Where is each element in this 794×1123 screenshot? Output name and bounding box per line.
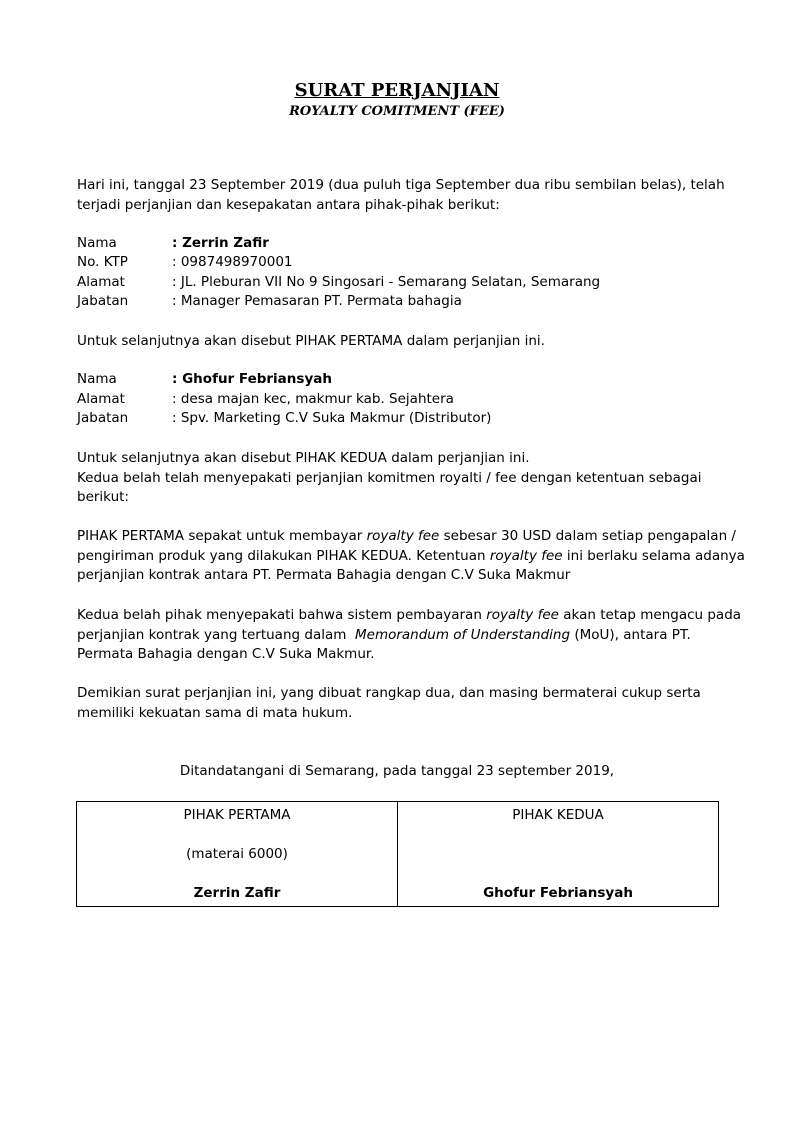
clause-1-line-1: PIHAK PERTAMA sepakat untuk membayar royalty fee sebesar 30 USD dalam setiap pengapalan / bbox=[77, 528, 736, 544]
signature-table bbox=[76, 801, 719, 907]
party1-ktp-value: : 0987498970001 bbox=[172, 254, 293, 270]
agreement-line-1: Kedua belah telah menyepakati perjanjian komitmen royalti / fee dengan ketentuan sebagai bbox=[77, 469, 702, 486]
party2-note-and-agreement bbox=[77, 449, 717, 508]
clause-2-line-3: Permata Bahagia dengan C.V Suka Makmur. bbox=[77, 646, 375, 663]
intro-paragraph bbox=[77, 176, 725, 215]
party2-position-label: Jabatan bbox=[77, 410, 129, 426]
party1-name-value: : Zerrin Zafir bbox=[172, 235, 269, 251]
party1-position-label: Jabatan bbox=[77, 293, 129, 309]
intro-line-1: Hari ini, tanggal 23 September 2019 (dua puluh tiga September dua ribu sembilan belas), telah bbox=[77, 177, 725, 193]
party1-ktp-label: No. KTP bbox=[77, 254, 128, 270]
clause-2-paragraph bbox=[77, 606, 742, 665]
clause-2-line-2: perjanjian kontrak yang tertuang dalam Memorandum of Understanding (MoU), antara PT. bbox=[77, 626, 691, 643]
first-party-heading: PIHAK PERTAMA bbox=[183, 807, 291, 823]
party2-name-value: : Ghofur Febriansyah bbox=[172, 371, 332, 387]
signature-cell-second-party bbox=[398, 802, 719, 907]
party2-name-label: Nama bbox=[77, 371, 117, 387]
party2-address-label: Alamat bbox=[77, 391, 125, 407]
party1-name-label: Nama bbox=[77, 235, 117, 251]
signature-cell-first-party bbox=[77, 802, 398, 907]
first-party-signatory: Zerrin Zafir bbox=[193, 885, 281, 901]
clause-1-line-2: pengiriman produk yang dilakukan PIHAK KEDUA. Ketentuan royalty fee ini berlaku selama adanya bbox=[77, 547, 745, 564]
clause-1-paragraph bbox=[77, 527, 745, 586]
party1-position-value: : Manager Pemasaran PT. Permata bahagia bbox=[172, 293, 462, 309]
party1-address-label: Alamat bbox=[77, 274, 125, 290]
clause-2-line-1: Kedua belah pihak menyepakati bahwa sistem pembayaran royalty fee akan tetap mengacu pada bbox=[77, 607, 742, 623]
clause-1-line-3: perjanjian kontrak antara PT. Permata Bahagia dengan C.V Suka Makmur bbox=[77, 567, 571, 584]
closing-line-2: memiliki kekuatan sama di mata hukum. bbox=[77, 704, 353, 721]
second-party-heading: PIHAK KEDUA bbox=[512, 807, 604, 823]
party2-position-value: : Spv. Marketing C.V Suka Makmur (Distributor) bbox=[172, 410, 492, 426]
party1-note bbox=[77, 332, 717, 352]
second-party-signatory: Ghofur Febriansyah bbox=[483, 885, 633, 901]
signing-place-date: Ditandatangani di Semarang, pada tanggal 23 september 2019, bbox=[179, 763, 615, 779]
party2-address-value: : desa majan kec, makmur kab. Sejahtera bbox=[172, 391, 454, 407]
agreement-line-2: berikut: bbox=[77, 489, 129, 506]
document-subtitle: ROYALTY COMITMENT (FEE) bbox=[289, 104, 505, 119]
document-title: SURAT PERJANJIAN bbox=[294, 80, 500, 101]
stamp-duty-note: (materai 6000) bbox=[186, 846, 288, 862]
intro-line-2: terjadi perjanjian dan kesepakatan antara pihak-pihak berikut: bbox=[77, 196, 500, 213]
party2-note-text: Untuk selanjutnya akan disebut PIHAK KEDUA dalam perjanjian ini. bbox=[77, 450, 530, 466]
closing-line-1: Demikian surat perjanjian ini, yang dibuat rangkap dua, dan masing bermaterai cukup serta bbox=[77, 685, 701, 701]
closing-paragraph bbox=[77, 684, 717, 723]
party1-address-value: : JL. Pleburan VII No 9 Singosari - Semarang Selatan, Semarang bbox=[172, 274, 601, 290]
party1-note-text: Untuk selanjutnya akan disebut PIHAK PERTAMA dalam perjanjian ini. bbox=[77, 333, 545, 349]
